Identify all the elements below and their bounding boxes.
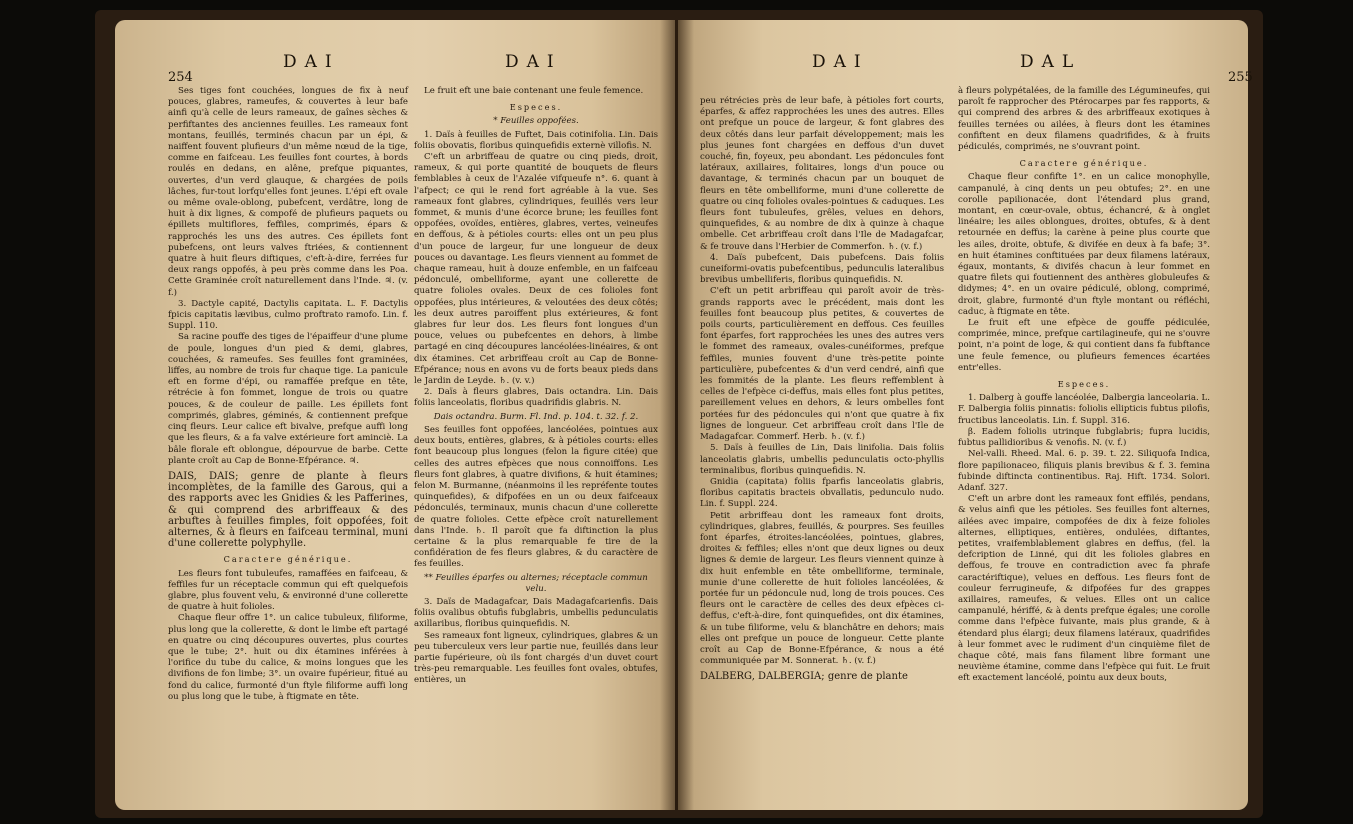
- right-page-number: 255: [1228, 70, 1253, 85]
- left-column-1: [168, 86, 408, 703]
- paragraph: β. Eadem foliolis utrinque fubglabris; fupra lucidis, fubtus pallidioribus & venofis. N. (v. f.): [958, 426, 1210, 449]
- paragraph: à fleurs polypétalées, de la famille des Légumineufes, qui paroît fe rapprocher des Ptérocarpes par fes rapports, & qui comprend des arbres & des arbriffeaux exotiques à feuilles ternées ou ailées, à fleurs dont les étamines confiftent en deux filamens quadrifides, & à fruits pédiculés, comprimés, ne s'ouvrant point.: [958, 86, 1210, 153]
- paragraph: C'eft un petit arbriffeau qui paroît avoir de très-grands rapports avec le précédent, mais dont les feuilles font beaucoup plus petites, & couvertes de poils courts, particulièrement en deffous. Ces feuilles font éparfes, fort rapprochées les unes des autres vers le fommet des rameaux, ovales-cunéiformes, prefque feffiles, munies fouvent d'une très-petite pointe particulière, pubefcentes & d'un verd cendré, ainfi que les fommités de la plante. Les fleurs reffemblent à celles de l'efpèce ci-deffus, mais elles font plus petites, pareillement velues en dehors, & leurs ombelles font portées fur des pédoncules qui n'ont que quatre à fix lignes de longueur. Cet arbriffeau croît dans l'Ile de Madagafcar. Commerf. Herb. ♄. (v. f.): [700, 286, 944, 443]
- paragraph: Le fruit eft une baie contenant une feule femence.: [424, 86, 644, 96]
- right-column-1: [700, 96, 944, 683]
- left-running-head-1: DAI: [283, 52, 340, 72]
- paragraph: C'eft un arbre dont les rameaux font effilés, pendans, & velus ainfi que les pétioles. Ses feuilles font alternes, ailées avec impaire, compofées de dix à feize folioles alternes, elliptiques, entières, ondulées, diftantes, petites, vraifemblablement glabres en deffus, (fel. la defcription de Linné, qui dit les folioles glabres en deffous, fe trouve en contradiction avec fa phrafe caractériftique), velues en deffous. Les fleurs font de couleur ferrugineufe, & difpofées fur des grappes axillaires, rameufes, & velues. Elles ont un calice campanulé, hériffé, & à dents prefque égales; une corolle comme dans l'efpèce fuivante, mais plus grande, & à étendard plus élargi; deux filamens latéraux, quadrifides à leur fommet avec le rudiment d'un cinquième filet de chaque côté, mais fans filament libre formant une neuvième étamine, comme dans l'efpèce qui fuit. Le fruit eft exactement lancéolé, pointu aux deux bouts,: [958, 494, 1210, 684]
- paragraph: 1. Dalberg à gouffe lancéolée, Dalbergia lanceolaria. L. F. Dalbergia foliis pinnatis: foliolis ellipticis fubtus pilofis, fructibus lanceolatis. Lin. f. Suppl. 316.: [958, 393, 1210, 426]
- paragraph: 1. Daïs à feuilles de Fuftet, Dais cotinifolia. Lin. Dais foliis obovatis, floribus quinquefidis externè villofis. N.: [414, 129, 658, 151]
- paragraph: Chaque fleur confifte 1°. en un calice monophylle, campanulé, à cinq dents un peu obtufes; 2°. en une corolle papilionacée, dont l'étendard plus grand, montant, en cœur-ovale, obtus, échancré, & à onglet linéaire; les ailes oblongues, droites, obtufes, & à dent retournée en deffus; la carène à peine plus courte que les ailes, droite, obtufe, & divifée en deux à fa bafe; 3°. en huit étamines conftituées par deux filamens latéraux, égaux, montants, & divifés chacun à leur fommet en quatre filets qui foutiennent des anthères globuleufes & didymes; 4°. en un ovaire pédiculé, oblong, comprimé, droit, glabre, furmonté d'un ftyle montant ou réfléchi, caduc, à ftigmate en tête.: [958, 172, 1210, 317]
- paragraph: Sa racine pouffe des tiges de l'épaiffeur d'une plume de poule, longues d'un pied & demi, glabres, couchées, & rameufes. Ses feuilles font graminées, liffes, au nombre de trois fur chaque tige. La panicule eft en forme d'épi, ou ramaffée prefque en tête, rétrécie à fon fommet, longue de trois ou quatre pouces, & de couleur de paille. Les épillets font comprimés, glabres, géminés, & contiennent prefque cinq fleurs. Leur calice eft bivalve, prefque auffi long que les fleurs, & a fa valve extérieure fort aminciè. La bâle florale eft oblongue, dépourvue de barbe. Cette plante croît au Cap de Bonne-Efpérance. ♃.: [168, 332, 408, 466]
- paragraph: C'eft un arbriffeau de quatre ou cinq pieds, droit, rameux, & qui porte quantité de bouquets de fleurs femblables à ceux de l'Azalée vifqueufe n°. 6. quant à l'afpect; ce qui le rend fort agréable à la vue. Ses rameaux font glabres, cylindriques, feuillés vers leur fommet, & munis d'une écorce brune; les feuilles font oppofées, ovoïdes, entières, glabres, vertes, veineufes en deffous, & à pétioles courts: elles ont un peu plus d'un pouce de largeur, fur une longueur de deux pouces ou davantage. Les fleurs viennent au fommet de chaque rameau, huit à douze enfemble, en un faifceau pédonculé, ombelliforme, ayant une collerette de quatre folioles ovales. Deux de ces folioles font oppofées, plus intérieures, & veloutées des deux côtés; les deux autres paroiffent plus extérieures, & font glabres fur leur dos. Les fleurs font longues d'un pouce, velues ou pubefcentes en dehors, à limbe partagé en cinq découpures lancéolées-linéaires, & ont dix étamines. Cet arbriffeau croît au Cap de Bonne-Efpérance; nous en avons vu de forts beaux pieds dans le Jardin de Leyde. ♄. (v. v.): [414, 152, 658, 387]
- paragraph: 5. Daïs à feuilles de Lin, Dais linifolia. Dais foliis lanceolatis glabris, umbellis pedunculatis octo-phyllis terminalibus, floribus quinquefidis. N.: [700, 443, 944, 476]
- sub-heading: * Feuilles oppofées.: [493, 116, 579, 127]
- paragraph: 2. Daïs à fleurs glabres, Dais octandra. Lin. Dais foliis lanceolatis, floribus quadrifidis glabris. N.: [414, 387, 658, 409]
- section-heading: Especes.: [509, 102, 563, 113]
- section-heading: Especes.: [1057, 379, 1111, 390]
- sub-heading: ** Feuilles éparfes ou alternes; réceptacle commun velu.: [424, 572, 648, 594]
- paragraph: 3. Daïs de Madagafcar, Dais Madagafcarienfis. Dais foliis ovalibus obtufis fubglabris, umbellis pedunculatis axillaribus, floribus quinquefidis. N.: [414, 596, 658, 630]
- entry-heading: DAIS, DAIS; genre de plante à fleurs incomplètes, de la famille des Garous, qui a des rapports avec les Gnidies & les Pafferines, & qui comprend des arbriffeaux & des arbuftes à feuilles fimples, foit oppofées, foit alternes, & à fleurs en faifceau terminal, muni d'une collerette polyphylle.: [168, 470, 408, 550]
- paragraph: Les fleurs font tubuleufes, ramaffées en faifceau, & feffiles fur un réceptacle commun qui eft quelquefois glabre, plus fouvent velu, & environné d'une collerette de quatre à huit folioles.: [168, 568, 408, 613]
- right-running-head-2: DAL: [1020, 52, 1082, 72]
- left-running-head-2: DAI: [505, 52, 562, 72]
- paragraph: Ses tiges font couchées, longues de fix à neuf pouces, glabres, rameufes, & couvertes à leur bafe ainfi qu'à celle de leurs rameaux, de gaînes sèches & perfiftantes des anciennes feuilles. Les rameaux font montans, feuillés, terminés chacun par un épi, & naiffent fouvent plufieurs d'un même nœud de la tige, comme en faifceau. Les feuilles font courtes, à bords roulés en dedans, en alêne, prefque piquantes, ouvertes, d'un verd glauque, & chargées de poils lâches, fur-tout lorfqu'elles font jeunes. L'épi eft ovale ou même ovale-oblong, pubefcent, verdâtre, long de huit à dix lignes, & compofé de plufieurs paquets ou épillets multiflores, feffiles, comprimés, épars & rapprochés les uns des autres. Ces épillets font pubefcens, ont leurs valves ftriées, & contiennent quatre à huit fleurs diftiques, c'eft-à-dire, ferrées fur deux rangs oppofés, à peu près comme dans les Poa. Cette Graminée croît naturellement dans l'Inde. ♃. (v. f.): [168, 86, 408, 298]
- entry-heading: DALBERG, DALBERGIA; genre de plante: [700, 671, 908, 683]
- section-heading: Caractere générique.: [1019, 158, 1149, 169]
- right-running-head-1: DAI: [812, 52, 869, 72]
- right-column-2: [958, 86, 1210, 685]
- left-page-number: 254: [168, 70, 193, 85]
- paragraph: Petit arbriffeau dont les rameaux font droits, cylindriques, glabres, feuillés, & pourpres. Ses feuilles font éparfes, étroites-lancéolées, pointues, glabres, droites & feffiles; elles n'ont que deux lignes ou deux lignes & demie de largeur. Les fleurs viennent quinze à dix huit enfemble en tête ombelliforme, terminale, munie d'une collerette de huit folioles lancéolées, & portée fur un pédoncule nud, long de trois pouces. Ces fleurs ont le caractère de celles des deux efpèces ci-deffus, c'eft-à-dire, font quinquefides, ont dix étamines, & un tube filiforme, velu & blanchâtre en dehors; mais elles ont prefque un pouce de longueur. Cette plante croît au Cap de Bonne-Efpérance, & nous a été communiquée par M. Sonnerat. ♄. (v. f.): [700, 510, 944, 667]
- paragraph: 3. Dactyle capité, Dactylis capitata. L. F. Dactylis fpicis capitatis lævibus, culmo proftrato ramofo. Lin. f. Suppl. 110.: [168, 298, 408, 332]
- paragraph: Ses rameaux font ligneux, cylindriques, glabres & un peu tuberculeux vers leur partie nue, feuillés dans leur partie fupérieure, où ils font chargés d'un duvet court très-peu remarquable. Les feuilles font ovales, obtufes, entières, un: [414, 630, 658, 686]
- book-gutter: [660, 20, 694, 810]
- left-column-2: [414, 86, 658, 687]
- paragraph: Le fruit eft une efpèce de gouffe pédiculée, comprimée, mince, prefque cartilagineufe, qui ne s'ouvre point, n'a point de loge, & qui contient dans fa fubftance une feule femence, ou plufieurs femences écartées entr'elles.: [958, 318, 1210, 373]
- paragraph: Nel-valli. Rheed. Mal. 6. p. 39. t. 22. Siliquofa Indica, flore papilionaceo, filiquis planis brevibus & f. 3. femina fubinde diftincta continentibus. Raj. Hift. 1734. Solori. Adanf. 327.: [958, 449, 1210, 493]
- paragraph: Ses feuilles font oppofées, lancéolées, pointues aux deux bouts, entières, glabres, & à pétioles courts: elles font beaucoup plus longues (felon la figure citée) que celles des autres efpèces que nous connoiffons. Les fleurs font glabres, à quatre divifions, & huit étamines; felon M. Burmanne, (néanmoins il les repréfente toutes quinquefides), & difpofées en un ou deux faifceaux pédonculés, terminaux, munis chacun d'une collerette de quatre folioles. Cette efpèce croît naturellement dans l'Inde. ♄. Il paroît que fa diftinction la plus certaine & la plus remarquable fe tire de la confidération de fes fleurs glabres, & du caractère de fes feuilles.: [414, 424, 658, 570]
- sub-heading: Dais octandra. Burm. Fl. Ind. p. 104. t. 32. f. 2.: [433, 411, 639, 422]
- paragraph: Gnidia (capitata) foliis fparfis lanceolatis glabris, floribus capitatis bracteis obvallatis, pedunculo nudo. Lin. f. Suppl. 224.: [700, 476, 944, 510]
- paragraph: Chaque fleur offre 1°. un calice tubuleux, filiforme, plus long que la collerette, & dont le limbe eft partagé en quatre ou cinq découpures ouvertes, plus courtes que le tube; 2°. huit ou dix étamines inférées à l'orifice du tube du calice, & moins longues que les divifions de fon limbe; 3°. un ovaire fupérieur, fitué au fond du calice, furmonté d'un ftyle filiforme auffi long ou plus long que le tube, à ftigmate en tête.: [168, 613, 408, 702]
- paragraph: 4. Daïs pubefcent, Dais pubefcens. Dais foliis cuneiformi-ovatis pubefcentibus, pedunculis lateralibus brevibus umbelliferis, floribus quinquefidis. N.: [700, 252, 944, 286]
- section-heading: Caractere générique.: [223, 554, 353, 565]
- paragraph: peu rétrécies près de leur bafe, à pétioles fort courts, éparfes, & affez rapprochées les unes des autres. Elles ont prefque un pouce de largeur, & font glabres des deux côtés dans leur parfait développement; mais les plus jeunes font chargées en deffous d'un duvet couché, fin, foyeux, peu abondant. Les pédoncules font latéraux, axillaires, folitaires, longs d'un pouce ou davantage, & terminés chacun par un bouquet de fleurs en tête ombelliforme, muni d'une collerette de quatre ou cinq folioles ovales-pointues & caduques. Les fleurs font tubuleufes, grêles, velues en dehors, quinquefides, & au nombre de dix à quinze à chaque ombelle. Cet arbriffeau croît dans l'Ile de Madagafcar, & fe trouve dans l'Herbier de Commerfon. ♄. (v. f.): [700, 96, 944, 252]
